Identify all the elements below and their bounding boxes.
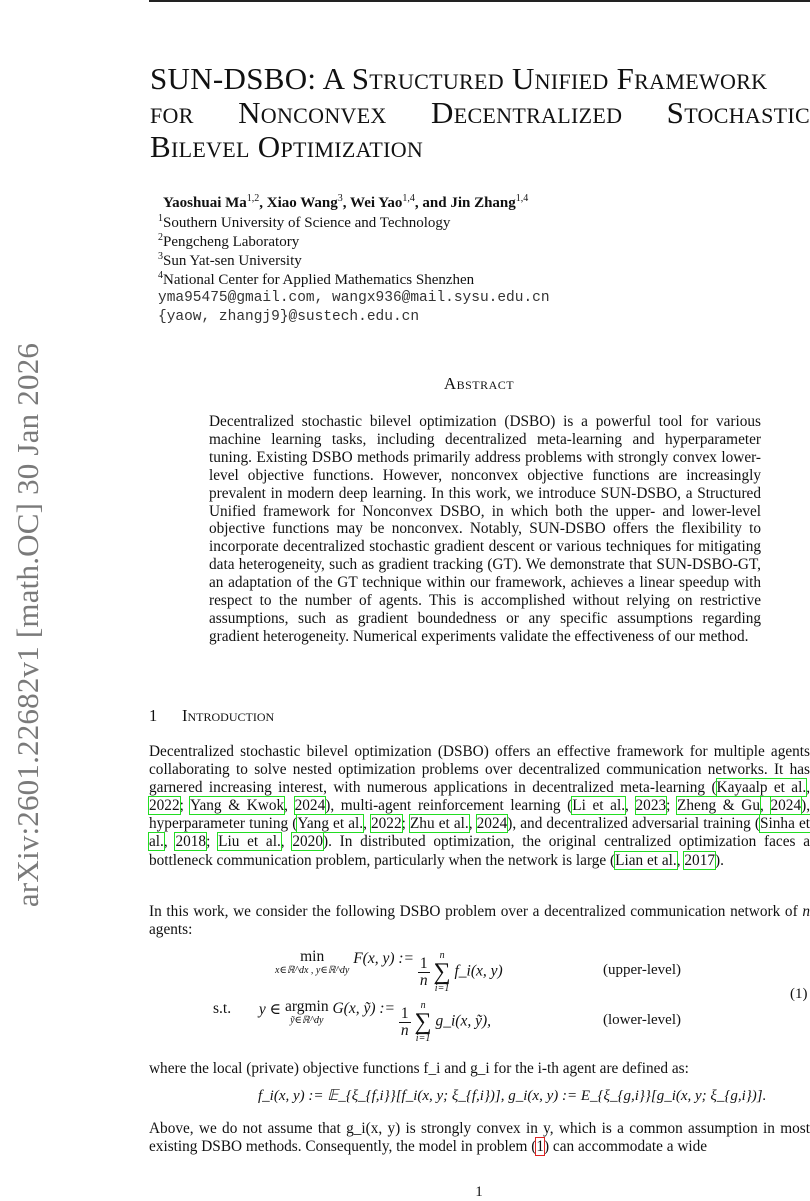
abstract-heading: Abstract <box>443 374 515 393</box>
author-name: Wei Yao <box>350 195 403 211</box>
affiliation: $^2$Pengcheng Laboratory <box>158 232 300 250</box>
citation-link[interactable]: 2024 <box>770 797 802 815</box>
citation-link[interactable]: 2024 <box>294 797 326 815</box>
equation-lower-level: s.t. y ∈ argmin ỹ∈ℝ^dy G(x, ỹ) := $\frac{1}{n}$ n ∑ i=1 g_i(x, ỹ), <box>213 998 492 1044</box>
sigma-icon: ∑ <box>433 959 451 985</box>
citation-link[interactable]: 2024 <box>476 815 508 833</box>
author-list: Yaoshuai Ma$^{1,2}$, Xiao Wang$^3$, Wei Yao$^{1,4}$, and Jin Zhang$^{1,4}$ <box>163 193 529 211</box>
equation-tag-lower: (lower-level) <box>603 1012 681 1028</box>
title-line-3: Bilevel Optimization <box>150 129 424 164</box>
intro-paragraph-3: where the local (private) objective functions f_i and g_i for the i-th agent are defined as: <box>149 1060 689 1077</box>
citation-link[interactable]: Liu et al. <box>218 833 281 851</box>
citation-link[interactable]: 2022 <box>371 815 402 833</box>
equation-upper-level: min x∈ℝ^dx , y∈ℝ^dy F(x, y) := $\frac{1}{n}$ n ∑ i=1 f_i(x, y) <box>275 948 503 994</box>
author-name: Xiao Wang <box>266 195 338 211</box>
affiliation: $^3$Sun Yat-sen University <box>158 251 302 269</box>
author-emails[interactable]: yma95475@gmail.com, wangx936@mail.sysu.edu.cn <box>158 290 550 306</box>
citation-link[interactable]: Sinha et al. <box>149 815 810 851</box>
citation-link[interactable]: Kayaalp et al. <box>716 779 807 797</box>
citation-link[interactable]: 2017 <box>684 851 715 869</box>
citation-link[interactable]: Yang & Kwok <box>189 797 285 815</box>
author-name: Yaoshuai Ma <box>163 195 247 211</box>
page-number: 1 <box>475 1184 483 1200</box>
arxiv-identifier: arXiv:2601.22682v1 [math.OC] 30 Jan 2026 <box>10 342 45 908</box>
author-name: Jin Zhang <box>450 195 516 211</box>
section-heading: 1 Introduction <box>149 706 275 725</box>
equation-number: (1) <box>790 986 808 1002</box>
citation-link[interactable]: 2018 <box>175 833 207 851</box>
header-rule <box>149 0 810 2</box>
paper-title <box>150 62 810 164</box>
intro-paragraph-1: Decentralized stochastic bilevel optimization (DSBO) offers an effective framework for multiple agents collaborating to solve nested optimization problems over decentralized communication networks. It has garnered increasing interest, with numerous applications in decentralized meta-learning (Kayaalp et al., 2022; Yang & Kwok, 2024), multi-agent reinforcement learning (Li et al., 2023; Zheng & Gu, 2024), hyperparameter tuning (Yang et al., 2022; Zhu et al., 2024), and decentralized adversarial training (Sinha et al., 2018; Liu et al., 2020). In distributed optimization, the original centralized optimization faces a bottleneck communication problem, particularly when the network is large (Lian et al., 2017). <box>149 743 810 869</box>
equation-local-objectives: f_i(x, y) := 𝔼_{ξ_{f,i}}[f_i(x, y; ξ_{f,i})], g_i(x, y) := E_{ξ_{g,i}}[g_i(x, y; ξ_{g,i})]. <box>258 1088 767 1104</box>
author-emails[interactable]: {yaow, zhangj9}@sustech.edu.cn <box>158 309 420 325</box>
citation-link[interactable]: Zhu et al. <box>409 815 469 833</box>
citation-link[interactable]: Li et al. <box>572 797 626 815</box>
abstract-text: Decentralized stochastic bilevel optimization (DSBO) is a powerful tool for various machine learning tasks, including decentralized meta-learning and hyperparameter tuning. Existing DSBO methods primarily address problems with strongly convex lower-level objective functions. However, nonconvex objective functions are increasingly prevalent in modern deep learning. In this work, we introduce SUN-DSBO, a Structured Unified framework for Nonconvex DSBO, in which both the upper- and lower-level objective functions may be nonconvex. Notably, SUN-DSBO offers the flexibility to incorporate decentralized stochastic gradient descent or various techniques for mitigating data heterogeneity, such as gradient tracking (GT). We demonstrate that SUN-DSBO-GT, an adaptation of the GT technique within our framework, achieves a linear speedup with respect to the number of agents. This is accomplished without relying on restrictive assumptions, such as gradient boundedness or any specific assumptions regarding gradient heterogeneity. Numerical experiments validate the effectiveness of our method. <box>209 413 761 645</box>
citation-link[interactable]: 2023 <box>635 797 667 815</box>
title-line-1: SUN-DSBO: A Structured Unified Framework <box>150 61 768 96</box>
intro-paragraph-4: Above, we do not assume that g_i(x, y) is strongly convex in y, which is a common assumption in most existing DSBO methods. Consequently, the model in problem (1) can accommodate a wide <box>149 1120 810 1156</box>
citation-link[interactable]: 2022 <box>149 797 180 815</box>
citation-link[interactable]: Yang et al. <box>297 815 364 833</box>
sigma-icon: ∑ <box>414 1009 432 1035</box>
equation-tag-upper: (upper-level) <box>603 962 681 978</box>
affiliation: $^1$Southern University of Science and Technology <box>158 213 451 231</box>
title-line-2: for Nonconvex Decentralized Stochastic <box>150 95 810 130</box>
citation-link[interactable]: Zheng & Gu <box>677 797 761 815</box>
affiliation: $^4$National Center for Applied Mathematics Shenzhen <box>158 270 475 288</box>
citation-link[interactable]: 2020 <box>292 833 323 851</box>
equation-ref-link[interactable]: 1 <box>536 1138 545 1156</box>
intro-paragraph-2: In this work, we consider the following DSBO problem over a decentralized communication network of n agents: <box>149 903 810 939</box>
citation-link[interactable]: Lian et al. <box>615 851 677 869</box>
